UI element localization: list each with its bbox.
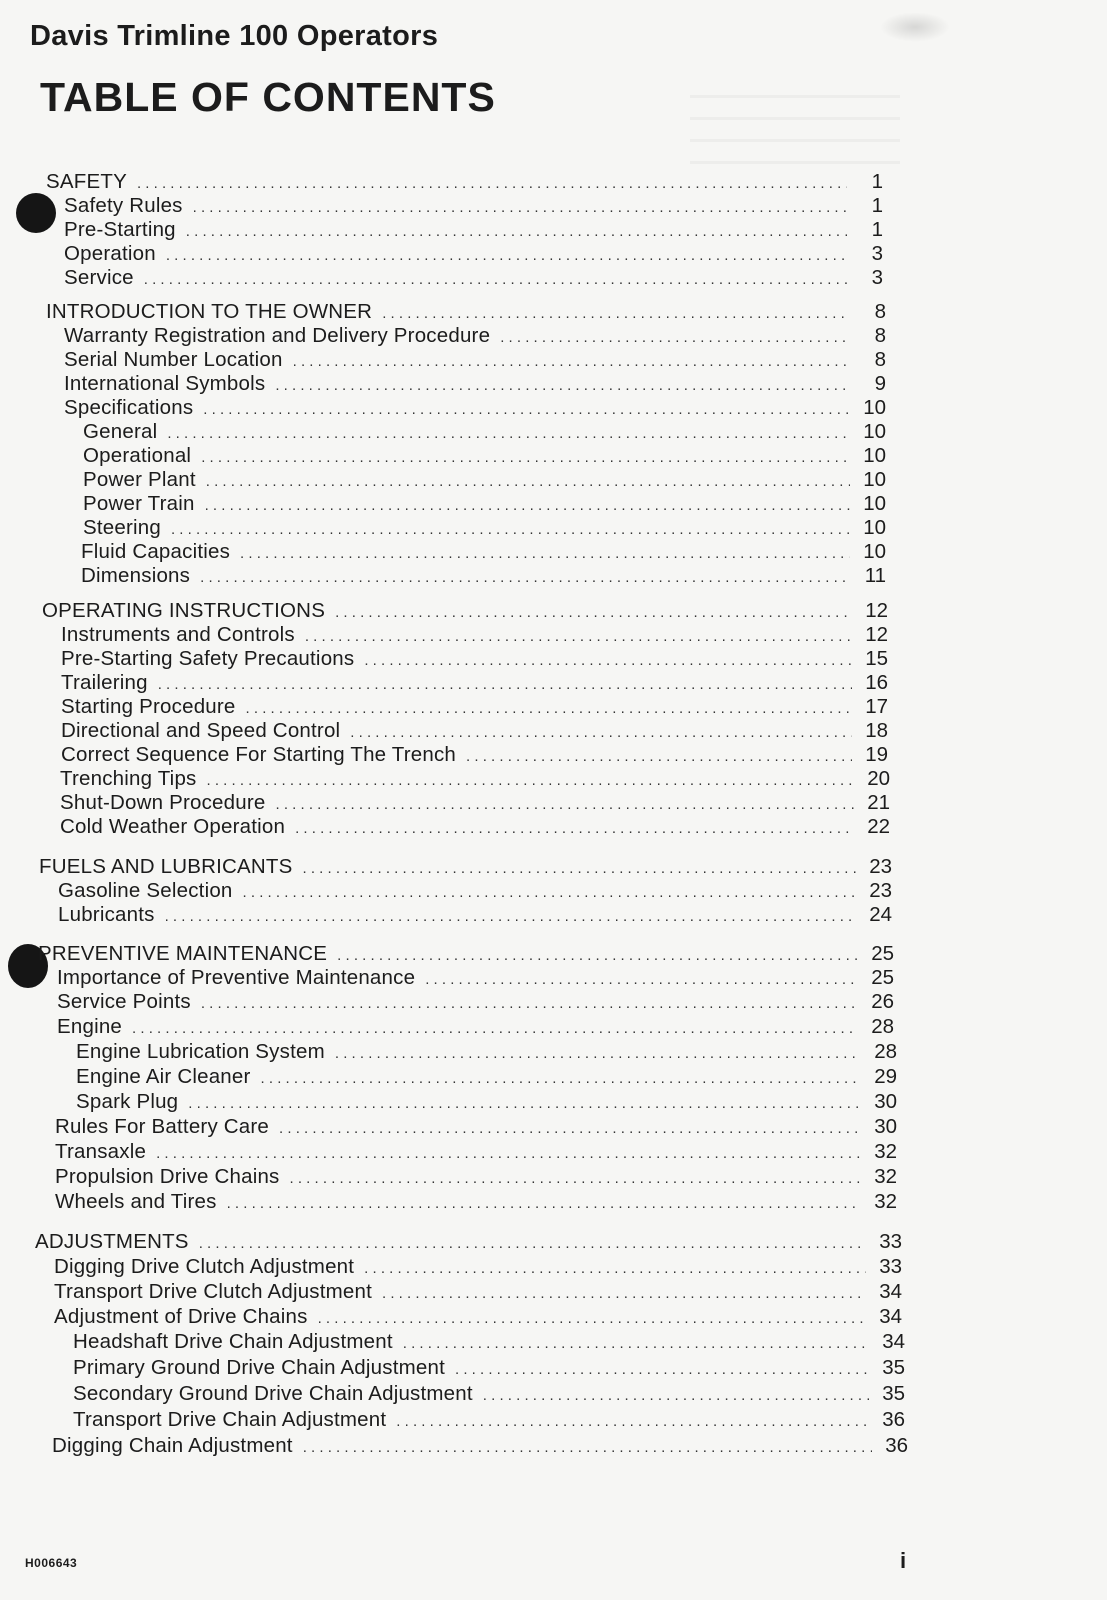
- toc-entry: [83, 468, 886, 494]
- toc-entry-page: 12: [865, 623, 888, 646]
- toc-entry: [64, 348, 886, 374]
- toc-entry: [46, 300, 886, 326]
- toc-entry-title: General: [83, 420, 158, 443]
- toc-entry-title: INTRODUCTION TO THE OWNER: [46, 300, 373, 323]
- toc-entry-title: Service Points: [57, 990, 191, 1013]
- toc-entry-page: 33: [879, 1230, 902, 1253]
- toc-entry: [39, 855, 892, 881]
- dot-leader: [206, 470, 850, 494]
- dot-leader: [350, 721, 852, 745]
- toc-entry-title: Cold Weather Operation: [60, 815, 286, 838]
- dot-leader: [246, 697, 852, 721]
- toc-entry-page: 10: [863, 492, 886, 515]
- toc-entry: [38, 942, 894, 968]
- toc-entry-page: 10: [863, 468, 886, 491]
- toc-entry-page: 18: [865, 719, 888, 742]
- toc-entry-title: Warranty Registration and Delivery Procedure: [64, 324, 491, 347]
- toc-entry-page: 25: [871, 942, 894, 965]
- toc-entry: [46, 170, 883, 196]
- toc-entry-title: PREVENTIVE MAINTENANCE: [38, 942, 328, 965]
- dot-leader: [455, 1358, 869, 1382]
- toc-entry-page: 16: [865, 671, 888, 694]
- toc-entry: [61, 623, 888, 649]
- toc-entry-title: Headshaft Drive Chain Adjustment: [73, 1330, 393, 1353]
- toc-entry-page: 22: [867, 815, 890, 838]
- toc-entry-page: 36: [885, 1434, 908, 1457]
- dot-leader: [275, 374, 850, 398]
- toc-entry-page: 8: [874, 324, 886, 347]
- toc-entry: [54, 1280, 902, 1306]
- toc-entry-title: Directional and Speed Control: [61, 719, 341, 742]
- toc-entry-page: 1: [871, 218, 883, 241]
- dot-leader: [403, 1332, 869, 1356]
- toc-entry: [76, 1090, 897, 1116]
- dot-leader: [293, 350, 850, 374]
- toc-entry-page: 30: [874, 1090, 897, 1113]
- toc-entry-title: Digging Chain Adjustment: [52, 1434, 293, 1457]
- dot-leader: [201, 446, 850, 470]
- toc-entry-title: SAFETY: [46, 170, 127, 193]
- dot-leader: [240, 542, 850, 566]
- toc-entry: [64, 242, 883, 268]
- toc-entry-page: 32: [874, 1140, 897, 1163]
- dot-leader: [364, 649, 852, 673]
- toc-entry-page: 15: [865, 647, 888, 670]
- toc-entry: [35, 1230, 902, 1256]
- toc-entry: [58, 879, 892, 905]
- toc-entry-page: 1: [871, 194, 883, 217]
- dot-leader: [203, 398, 850, 422]
- dot-leader: [227, 1192, 861, 1216]
- toc-entry-page: 3: [871, 242, 883, 265]
- toc-entry-page: 35: [882, 1356, 905, 1379]
- toc-entry: [81, 564, 886, 590]
- toc-entry-title: Service: [64, 266, 134, 289]
- toc-entry-title: Pre-Starting Safety Precautions: [61, 647, 355, 670]
- toc-entry-title: Correct Sequence For Starting The Trench: [61, 743, 457, 766]
- dot-leader: [144, 268, 847, 292]
- dot-leader: [207, 769, 855, 793]
- toc-entry-title: Transport Drive Clutch Adjustment: [54, 1280, 373, 1303]
- dot-leader: [302, 857, 856, 881]
- toc-entry-page: 24: [869, 903, 892, 926]
- toc-entry-page: 12: [865, 599, 888, 622]
- dot-leader: [201, 992, 858, 1016]
- toc-entry: [55, 1140, 897, 1166]
- toc-entry-title: Specifications: [64, 396, 194, 419]
- toc-entry-title: Secondary Ground Drive Chain Adjustment: [73, 1382, 473, 1405]
- toc-entry-page: 11: [864, 564, 886, 587]
- toc-entry-title: Rules For Battery Care: [55, 1115, 270, 1138]
- toc-entry-page: 10: [863, 516, 886, 539]
- toc-entry-title: Transaxle: [55, 1140, 147, 1163]
- toc-entry-page: 34: [879, 1305, 902, 1328]
- toc-entry-page: 19: [865, 743, 888, 766]
- toc-entry: [58, 903, 892, 929]
- toc-entry: [83, 420, 886, 446]
- toc-entry: [76, 1040, 897, 1066]
- toc-entry: [64, 218, 883, 244]
- toc-entry-title: Propulsion Drive Chains: [55, 1165, 280, 1188]
- dot-leader: [303, 1436, 872, 1460]
- toc-entry: [64, 396, 886, 422]
- toc-entry-title: Starting Procedure: [61, 695, 236, 718]
- dot-leader: [243, 881, 856, 905]
- toc-entry-page: 29: [874, 1065, 897, 1088]
- toc-entry: [61, 671, 888, 697]
- dot-leader: [337, 944, 858, 968]
- toc-entry-title: Instruments and Controls: [61, 623, 295, 646]
- toc-heading: TABLE OF CONTENTS: [40, 74, 496, 120]
- dot-leader: [158, 673, 852, 697]
- toc-entry: [83, 492, 886, 518]
- toc-entry-page: 26: [871, 990, 894, 1013]
- toc-entry-title: Trenching Tips: [60, 767, 197, 790]
- toc-entry-page: 10: [863, 396, 886, 419]
- toc-entry-title: Power Plant: [83, 468, 196, 491]
- dot-leader: [156, 1142, 861, 1166]
- toc-entry-title: Operational: [83, 444, 192, 467]
- dot-leader: [425, 968, 858, 992]
- toc-entry: [60, 815, 890, 841]
- toc-entry-page: 34: [879, 1280, 902, 1303]
- dot-leader: [186, 220, 847, 244]
- toc-entry-title: FUELS AND LUBRICANTS: [39, 855, 293, 878]
- toc-entry: [57, 1015, 894, 1041]
- dot-leader: [199, 1232, 866, 1256]
- toc-entry-title: Power Train: [83, 492, 195, 515]
- toc-entry-page: 10: [863, 444, 886, 467]
- toc-entry: [73, 1330, 905, 1356]
- toc-entry: [54, 1305, 902, 1331]
- document-title: Davis Trimline 100 Operators: [30, 20, 439, 52]
- dot-leader: [261, 1067, 861, 1091]
- toc-entry-page: 17: [865, 695, 888, 718]
- toc-entry: [83, 444, 886, 470]
- toc-entry-page: 35: [882, 1382, 905, 1405]
- toc-entry-page: 30: [874, 1115, 897, 1138]
- dot-leader: [279, 1117, 861, 1141]
- toc-entry-title: Trailering: [61, 671, 148, 694]
- toc-entry-title: Shut-Down Procedure: [60, 791, 266, 814]
- toc-entry: [73, 1382, 905, 1408]
- toc-entry: [81, 540, 886, 566]
- toc-entry-page: 25: [871, 966, 894, 989]
- toc-entry: [55, 1190, 897, 1216]
- toc-entry-page: 28: [874, 1040, 897, 1063]
- dot-leader: [318, 1307, 866, 1331]
- toc-entry-title: Engine Air Cleaner: [76, 1065, 251, 1088]
- toc-entry-title: Wheels and Tires: [55, 1190, 217, 1213]
- toc-entry-page: 33: [879, 1255, 902, 1278]
- toc-entry: [76, 1065, 897, 1091]
- toc-entry-page: 21: [867, 791, 890, 814]
- toc-entry-page: 28: [871, 1015, 894, 1038]
- toc-entry: [52, 1434, 908, 1460]
- toc-entry: [73, 1408, 905, 1434]
- toc-entry-title: Dimensions: [81, 564, 191, 587]
- dot-leader: [295, 817, 854, 841]
- dot-leader: [305, 625, 852, 649]
- dot-leader: [137, 172, 847, 196]
- document-code: H006643: [25, 1556, 78, 1570]
- toc-entry-title: Gasoline Selection: [58, 879, 233, 902]
- toc-entry: [61, 647, 888, 673]
- toc-entry-page: 32: [874, 1165, 897, 1188]
- toc-entry: [54, 1255, 902, 1281]
- toc-entry-page: 8: [874, 348, 886, 371]
- toc-entry: [61, 695, 888, 721]
- toc-entry-title: Engine Lubrication System: [76, 1040, 325, 1063]
- toc-entry-title: Fluid Capacities: [81, 540, 231, 563]
- toc-entry-title: International Symbols: [64, 372, 266, 395]
- toc-entry: [73, 1356, 905, 1382]
- toc-entry: [57, 966, 894, 992]
- dot-leader: [276, 793, 855, 817]
- toc-entry-title: Primary Ground Drive Chain Adjustment: [73, 1356, 445, 1379]
- toc-entry-title: ADJUSTMENTS: [35, 1230, 189, 1253]
- toc-entry-title: Steering: [83, 516, 161, 539]
- toc-entry-title: Operation: [64, 242, 156, 265]
- toc-entry: [64, 324, 886, 350]
- dot-leader: [335, 1042, 861, 1066]
- toc-entry-page: 10: [863, 540, 886, 563]
- toc-entry: [55, 1115, 897, 1141]
- toc-entry: [83, 516, 886, 542]
- dot-leader: [364, 1257, 866, 1281]
- dot-leader: [466, 745, 852, 769]
- toc-entry-page: 32: [874, 1190, 897, 1213]
- toc-entry: [61, 743, 888, 769]
- toc-entry-title: Pre-Starting: [64, 218, 176, 241]
- toc-entry-title: OPERATING INSTRUCTIONS: [42, 599, 326, 622]
- toc-entry-page: 1: [871, 170, 883, 193]
- toc-entry-title: Spark Plug: [76, 1090, 179, 1113]
- toc-entry: [60, 791, 890, 817]
- toc-entry: [42, 599, 888, 625]
- toc-entry-page: 34: [882, 1330, 905, 1353]
- dot-leader: [396, 1410, 869, 1434]
- dot-leader: [165, 905, 856, 929]
- toc-entry-title: Serial Number Location: [64, 348, 283, 371]
- dot-leader: [132, 1017, 858, 1041]
- toc-entry-page: 10: [863, 420, 886, 443]
- dot-leader: [200, 566, 850, 590]
- toc-entry: [61, 719, 888, 745]
- dot-leader: [166, 244, 847, 268]
- toc-entry: [64, 372, 886, 398]
- dot-leader: [167, 422, 850, 446]
- dot-leader: [483, 1384, 869, 1408]
- dot-leader: [500, 326, 850, 350]
- toc-entry-page: 36: [882, 1408, 905, 1431]
- dot-leader: [335, 601, 852, 625]
- toc-entry-page: 9: [874, 372, 886, 395]
- toc-entry-title: Digging Drive Clutch Adjustment: [54, 1255, 355, 1278]
- toc-entry: [55, 1165, 897, 1191]
- toc-entry-title: Safety Rules: [64, 194, 183, 217]
- page-number: i: [900, 1548, 907, 1573]
- dot-leader: [205, 494, 850, 518]
- toc-entry-title: Adjustment of Drive Chains: [54, 1305, 308, 1328]
- dot-leader: [171, 518, 850, 542]
- toc-entry: [64, 194, 883, 220]
- dot-leader: [193, 196, 847, 220]
- toc-entry-title: Transport Drive Chain Adjustment: [73, 1408, 387, 1431]
- toc-entry-title: Importance of Preventive Maintenance: [57, 966, 416, 989]
- toc-entry-title: Engine: [57, 1015, 123, 1038]
- toc-entry-page: 3: [871, 266, 883, 289]
- toc-entry-page: 8: [874, 300, 886, 323]
- dot-leader: [188, 1092, 861, 1116]
- toc-entry: [64, 266, 883, 292]
- toc-entry-page: 23: [869, 879, 892, 902]
- dot-leader: [290, 1167, 861, 1191]
- toc-entry-title: Lubricants: [58, 903, 155, 926]
- toc-entry-page: 23: [869, 855, 892, 878]
- dot-leader: [382, 1282, 866, 1306]
- dot-leader: [382, 302, 850, 326]
- toc-entry: [60, 767, 890, 793]
- toc-entry-page: 20: [867, 767, 890, 790]
- toc-entry: [57, 990, 894, 1016]
